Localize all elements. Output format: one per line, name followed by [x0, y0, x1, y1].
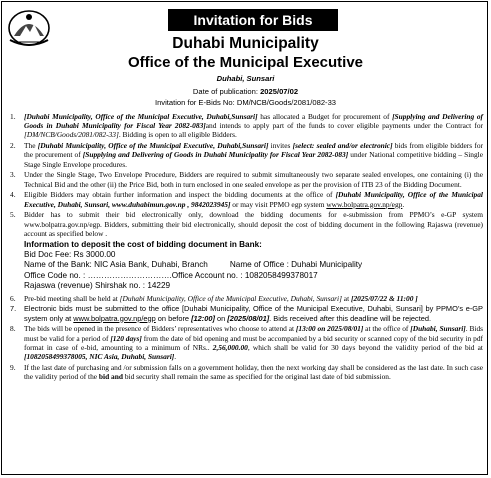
office-name: Office of the Municipal Executive — [127, 54, 364, 71]
list-item: 9. If the last date of purchasing and /or submission falls on a government holiday, then the next working day shall be considered as the last date. In such case the validity period of the bid and bid security shall remain the same as specified for the original last date of bid submission. — [10, 362, 483, 382]
address: Duhabi, Sunsari — [216, 74, 275, 83]
invitation-banner: Invitation for Bids — [168, 9, 338, 31]
list-item: 5. Bidder has to submit their bid electronically only, download the bidding documents for e-submission from PPMO’s e-GP system www.bolpatra.gov.np/egp. Bidders, submitting their bid electronically, should deposit the cost of bidding document in the following Rajaswa (revenue) account as specified below . — [10, 210, 483, 238]
egp-link[interactable]: www.bolpatra.gov.np/egp — [326, 199, 403, 209]
invitation-number: Invitation for E-Bids No: DM/NCB/Goods/2081/082-33 — [154, 98, 337, 107]
notice-frame — [1, 1, 488, 475]
list-item: 6. Pre-bid meeting shall be held at [Duhabi Municipality, Office of the Municipal Executive, Duhabi, Sunsari] at [2025/07/22 & 11:00 ] — [10, 293, 418, 303]
deposit-info — [7, 240, 483, 292]
deposit-heading: Information to deposit the cost of bidding document in Bank: — [24, 239, 262, 249]
list-item: 2. The [Duhabi Municipality, Office of the Municipal Executive, Duhabi,Sunsari] invites [select: sealed and/or electronic] bids from eligible bidders for the procurement of [Supplying and Delivering of Goods in Duhabi Municipality for Fiscal Year 2082-083] under National competitive bidding – Single Stage Single Envelope procedures. — [10, 141, 484, 169]
bank-office-row — [24, 260, 483, 270]
list-item: 7. Electronic bids must be submitted to the office [Duhabi Municipality, Office of the Municipal Executive, Duhabi, Sunsari] by PPMO’s e-GP system only at www.bolpatra.gov.np/egp on before [12:00] on [2025/08/01]. Bids received after this deadline will be rejected. — [10, 304, 483, 323]
publication-label: Date of publication: — [192, 87, 258, 96]
list-item: 1. [Duhabi Municipality, Office of the Municipal Executive, Duhabi,Sunsari] has allocated a Budget for procurement of [Supplying and Delivering of Goods in Duhabi Municipality for Fiscal Year 2082-083]and intends to apply part of the funds to cover eligible payments under the Contract for [DM/NCB/Goods/2081/082-33]. Bidding is open to all eligible Bidders. — [10, 112, 484, 140]
list-item: 4. Eligible Bidders may obtain further information and inspect the bidding documents at the office of [Duhabi Municipality, Office of the Municipal Executive, Duhabi, Sunsari, www.duhabimun.gov.np , 9842023945] or may visit PPMO egp system www.bolpatra.gov.np/egp. — [10, 190, 483, 209]
notice-items — [7, 112, 483, 383]
publication-date: 2025/07/02 — [260, 87, 299, 96]
publication-line — [2, 87, 489, 96]
office-name-field: Name of Office : Duhabi Municipality — [229, 260, 363, 270]
shirshak-no: Rajaswa (revenue) Shirshak no. : 14229 — [24, 281, 171, 291]
organization-name: Duhabi Municipality — [172, 35, 319, 52]
bank-name: Name of the Bank: NIC Asia Bank, Duhabi, Branch — [24, 260, 208, 270]
office-code-row: Office Code no. : ………………………….Office Account no. : 1082058499378017 — [24, 270, 318, 280]
list-item: 3. Under the Single Stage, Two Envelope Procedure, Bidders are required to submit simultaneously two separate sealed envelopes, one containing (i) the Technical Bid and the other (ii) the Price Bid, both in turn enclosed in one sealed envelope as per the provision of ITB 23 of the Bidding Document. — [10, 170, 483, 189]
list-item: 8. The bids will be opened in the presence of Bidders’ representatives who choose to attend at [13:00 on 2025/08/01] at the office of [Duhabi, Sunsari]. Bids must be valid for a period of [120 days] from the date of bid opening and must be accompanied by a bid security or scanned copy of the bid security in pdf format in case of e-bid, amounting to a minimum of NRs.. 2,56,000.00, which shall be valid for 30 days beyond the validity period of the bid at [1082058499378005, NIC Asia, Duhabi, Sunsari]. — [10, 324, 484, 362]
egp-link[interactable]: www.bolpatra.gov.np/egp — [73, 313, 156, 323]
bid-doc-fee: Bid Doc Fee: Rs 3000.00 — [24, 250, 116, 260]
